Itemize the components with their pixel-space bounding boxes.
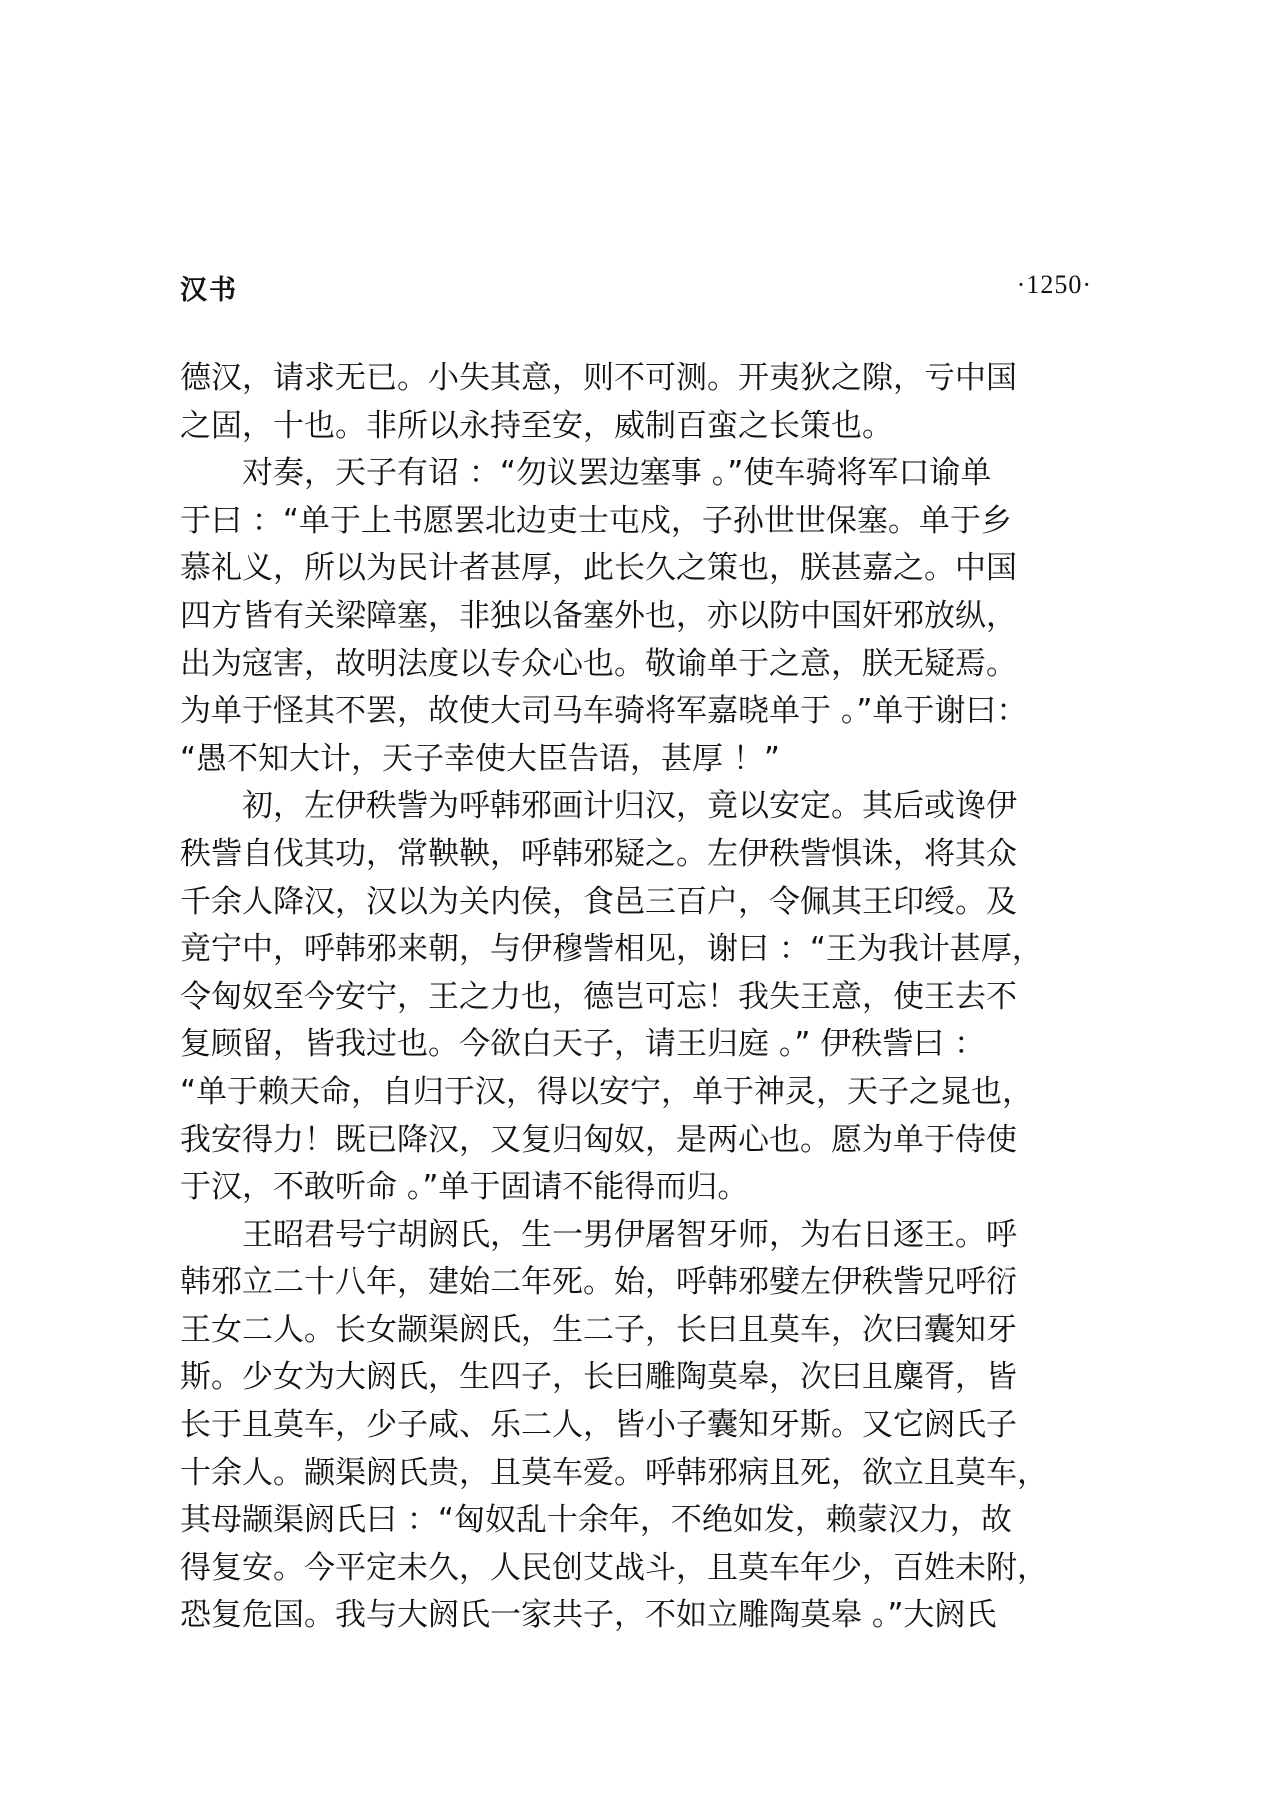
text-line: 令匈奴至今安宁，王之力也，德岂可忘！我失王意，使王去不 <box>180 978 1017 1015</box>
text-line: 秩訾自伐其功，常鞅鞅，呼韩邪疑之。左伊秩訾惧诛，将其众 <box>180 835 1017 872</box>
text-line: 出为寇害，故明法度以专众心也。敬谕单于之意，朕无疑焉。 <box>180 645 1017 682</box>
body-text <box>180 355 1080 1640</box>
text-line: 王昭君号宁胡阏氏，生一男伊屠智牙师，为右日逐王。呼 <box>242 1216 1017 1253</box>
text-line: 斯。少女为大阏氏，生四子，长曰雕陶莫皋，次曰且麋胥，皆 <box>180 1359 1017 1396</box>
text-line: 十余人。颛渠阏氏贵，且莫车爱。呼韩邪病且死，欲立且莫车， <box>180 1454 1048 1491</box>
text-line: 为单于怪其不罢，故使大司马车骑将军嘉晓单于 。”单于谢曰： <box>180 693 1028 730</box>
text-line: 于汉，不敢听命 。”单于固请不能得而归。 <box>180 1169 749 1206</box>
text-line: 慕礼义，所以为民计者甚厚，此长久之策也，朕甚嘉之。中国 <box>180 550 1017 587</box>
text-line: 恐复危国。我与大阏氏一家共子，不如立雕陶莫皋 。”大阏氏 <box>180 1597 997 1634</box>
text-line: 千余人降汉，汉以为关内侯，食邑三百户，令佩其王印绶。及 <box>180 883 1017 920</box>
text-line: 王女二人。长女颛渠阏氏，生二子，长曰且莫车，次曰囊知牙 <box>180 1311 1017 1348</box>
text-line: 竟宁中，呼韩邪来朝，与伊穆訾相见，谢曰 ：“王为我计甚厚， <box>180 931 1043 968</box>
text-line: “愚不知大计，天子幸使大臣告语，甚厚 ！” <box>180 740 780 777</box>
text-line: 之固，十也。非所以永持至安，威制百蛮之长策也。 <box>180 407 893 444</box>
text-line: 复顾留，皆我过也。今欲白天子，请王归庭 。” 伊秩訾曰 ： <box>180 1026 986 1063</box>
text-line: 其母颛渠阏氏曰 ：“匈奴乱十余年，不绝如发，赖蒙汉力，故 <box>180 1502 1012 1539</box>
page-header <box>180 268 1092 312</box>
text-line: “单于赖天命，自归于汉，得以安宁，单于神灵，天子之晁也， <box>180 1073 1034 1110</box>
text-line: 四方皆有关梁障塞，非独以备塞外也，亦以防中国奸邪放纵， <box>180 597 1017 634</box>
text-line: 长于且莫车，少子咸、乐二人，皆小子囊知牙斯。又它阏氏子 <box>180 1407 1017 1444</box>
book-title: 汉书 <box>180 275 238 306</box>
text-line: 德汉，请求无已。小失其意，则不可测。开夷狄之隙，亏中国 <box>180 360 1017 396</box>
text-line: 我安得力！既已降汉，又复归匈奴，是两心也。愿为单于侍使 <box>180 1121 1017 1158</box>
text-line: 韩邪立二十八年，建始二年死。始，呼韩邪嬖左伊秩訾兄呼衍 <box>180 1264 1017 1301</box>
text-line: 于曰 ：“单于上书愿罢北边吏士屯戍，子孙世世保塞。单于乡 <box>180 502 1012 539</box>
page-number: ·1250· <box>1016 270 1092 299</box>
text-line: 初，左伊秩訾为呼韩邪画计归汉，竟以安定。其后或谗伊 <box>242 788 1017 825</box>
text-line: 对奏，天子有诏 ：“勿议罢边塞事 。”使车骑将军口谕单 <box>242 455 992 492</box>
text-line: 得复安。今平定未久，人民创艾战斗，且莫车年少，百姓未附， <box>180 1549 1048 1586</box>
